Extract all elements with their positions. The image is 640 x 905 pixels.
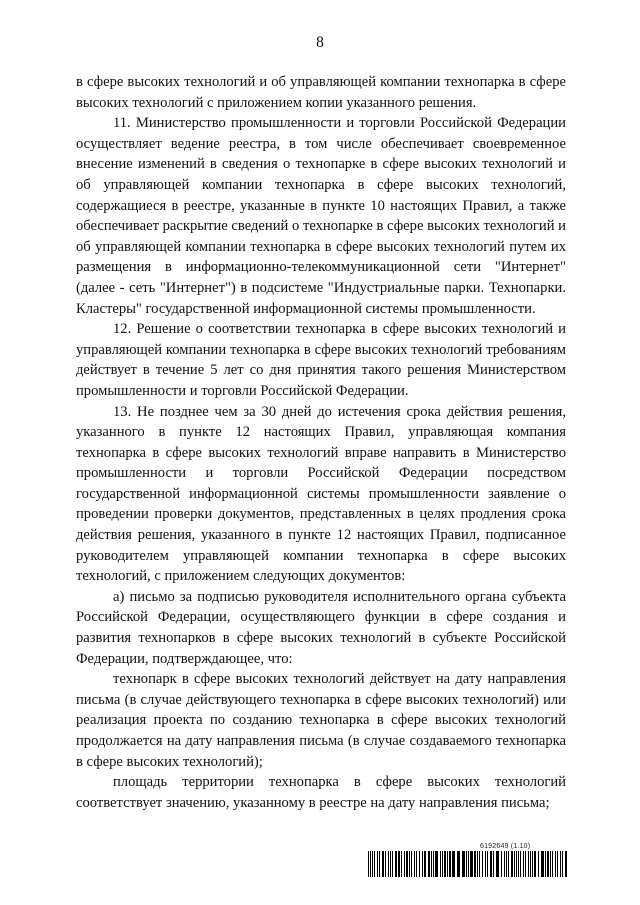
barcode-icon <box>368 851 568 877</box>
paragraph-13-a: а) письмо за подписью руководителя исполнительного органа субъекта Российской Федерации, осуществляющего функции в сфере создания и развития технопарков в сфере высоких технологий в субъекте Российской Федерации, подтверждающее, что: <box>76 588 566 667</box>
document-body <box>76 72 566 813</box>
barcode-number: 6192649 (1.10) <box>480 843 531 850</box>
paragraph-12: 12. Решение о соответствии технопарка в сфере высоких технологий и управляющей компании технопарка в сфере высоких технологий требованиям действует в течение 5 лет со дня принятия такого решения Министерством промышленности и торговли Российской Федерации. <box>76 321 566 399</box>
paragraph-continuation: в сфере высоких технологий и об управляющей компании технопарка в сфере высоких технологий с приложением копии указанного решения. <box>76 74 566 111</box>
paragraph-13-a-item-2: площадь территории технопарка в сфере высоких технологий соответствует значению, указанному в реестре на дату направления письма; <box>76 774 566 811</box>
page-number: 8 <box>316 34 324 51</box>
paragraph-13-a-item-1: технопарк в сфере высоких технологий действует на дату направления письма (в случае действующего технопарка в сфере высоких технологий) или реализация проекта по созданию технопарка в сфере высоких технологий продолжается на дату направления письма (в случае создаваемого технопарка в сфере высоких технологий); <box>76 671 566 770</box>
paragraph-11: 11. Министерство промышленности и торговли Российской Федерации осуществляет ведение реестра, в том числе обеспечивает своевременное внесение изменений в сведения о технопарке в сфере высоких технологий и об управляющей компании технопарка в сфере высоких технологий, содержащиеся в реестре, указанные в пункте 10 настоящих Правил, а также обеспечивает раскрытие сведений о технопарке в сфере высоких технологий и об управляющей компании технопарка в сфере высоких технологий путем их размещения в информационно-телекоммуникационной сети "Интернет" (далее - сеть "Интернет") в подсистеме "Индустриальные парки. Технопарки. Кластеры" государственной информационной системы промышленности. <box>76 115 566 317</box>
paragraph-13: 13. Не позднее чем за 30 дней до истечения срока действия решения, указанного в пункте 12 настоящих Правил, управляющая компания технопарка в сфере высоких технологий вправе направить в Министерство промышленности и торговли Российской Федерации посредством государственной информационной системы промышленности заявление о проведении проверки документов, представленных в целях продления срока действия решения, указанного в пункте 12 настоящих Правил, подписанное руководителем управляющей компании технопарка в сфере высоких технологий, с приложением следующих документов: <box>76 403 566 585</box>
